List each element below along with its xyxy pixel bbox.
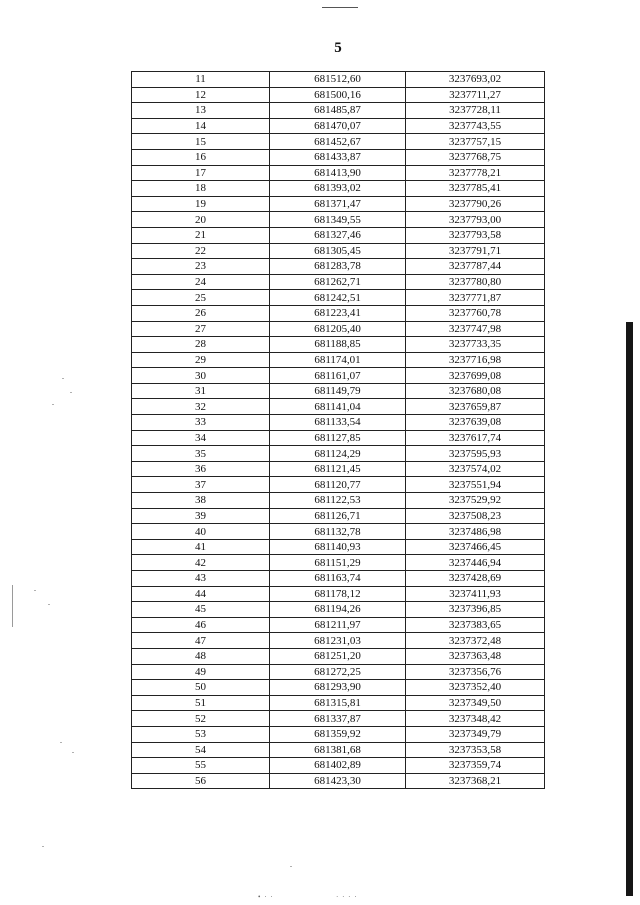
x-coordinate-cell: 681512,60 [270, 72, 406, 88]
x-coordinate-cell: 681161,07 [270, 368, 406, 384]
table-row [132, 337, 545, 353]
point-number-cell: 11 [132, 72, 270, 88]
point-number-cell: 42 [132, 555, 270, 571]
point-number-cell: 29 [132, 352, 270, 368]
x-coordinate-cell: 681194,26 [270, 602, 406, 618]
x-coordinate-cell: 681151,29 [270, 555, 406, 571]
y-coordinate-cell: 3237466,45 [406, 539, 545, 555]
x-coordinate-cell: 681402,89 [270, 758, 406, 774]
x-coordinate-cell: 681423,30 [270, 773, 406, 789]
y-coordinate-cell: 3237356,76 [406, 664, 545, 680]
x-coordinate-cell: 681163,74 [270, 571, 406, 587]
point-number-cell: 34 [132, 430, 270, 446]
x-coordinate-cell: 681470,07 [270, 118, 406, 134]
table-row [132, 461, 545, 477]
table-row [132, 695, 545, 711]
y-coordinate-cell: 3237486,98 [406, 524, 545, 540]
x-coordinate-cell: 681140,93 [270, 539, 406, 555]
table-row [132, 305, 545, 321]
point-number-cell: 25 [132, 290, 270, 306]
point-number-cell: 37 [132, 477, 270, 493]
point-number-cell: 12 [132, 87, 270, 103]
x-coordinate-cell: 681124,29 [270, 446, 406, 462]
point-number-cell: 48 [132, 648, 270, 664]
table-row [132, 539, 545, 555]
x-coordinate-cell: 681371,47 [270, 196, 406, 212]
y-coordinate-cell: 3237428,69 [406, 571, 545, 587]
table-row [132, 212, 545, 228]
point-number-cell: 21 [132, 227, 270, 243]
table-row [132, 586, 545, 602]
table-row [132, 368, 545, 384]
table-row [132, 196, 545, 212]
y-coordinate-cell: 3237778,21 [406, 165, 545, 181]
x-coordinate-cell: 681231,03 [270, 633, 406, 649]
x-coordinate-cell: 681305,45 [270, 243, 406, 259]
point-number-cell: 46 [132, 617, 270, 633]
x-coordinate-cell: 681251,20 [270, 648, 406, 664]
x-coordinate-cell: 681349,55 [270, 212, 406, 228]
point-number-cell: 30 [132, 368, 270, 384]
x-coordinate-cell: 681174,01 [270, 352, 406, 368]
table-row [132, 617, 545, 633]
table-row [132, 742, 545, 758]
table-row [132, 430, 545, 446]
scan-edge-shadow [626, 322, 633, 896]
x-coordinate-cell: 681413,90 [270, 165, 406, 181]
point-number-cell: 18 [132, 181, 270, 197]
table-row [132, 149, 545, 165]
table-row [132, 243, 545, 259]
y-coordinate-cell: 3237747,98 [406, 321, 545, 337]
table-row [132, 290, 545, 306]
table-row [132, 446, 545, 462]
y-coordinate-cell: 3237743,55 [406, 118, 545, 134]
y-coordinate-cell: 3237352,40 [406, 680, 545, 696]
table-row [132, 508, 545, 524]
y-coordinate-cell: 3237446,94 [406, 555, 545, 571]
x-coordinate-cell: 681315,81 [270, 695, 406, 711]
table-row [132, 259, 545, 275]
point-number-cell: 55 [132, 758, 270, 774]
y-coordinate-cell: 3237711,27 [406, 87, 545, 103]
x-coordinate-cell: 681126,71 [270, 508, 406, 524]
point-number-cell: 51 [132, 695, 270, 711]
point-number-cell: 41 [132, 539, 270, 555]
x-coordinate-cell: 681122,53 [270, 493, 406, 509]
point-number-cell: 13 [132, 103, 270, 119]
x-coordinate-cell: 681500,16 [270, 87, 406, 103]
y-coordinate-cell: 3237595,93 [406, 446, 545, 462]
y-coordinate-cell: 3237368,21 [406, 773, 545, 789]
table-row [132, 555, 545, 571]
x-coordinate-cell: 681327,46 [270, 227, 406, 243]
y-coordinate-cell: 3237617,74 [406, 430, 545, 446]
x-coordinate-cell: 681242,51 [270, 290, 406, 306]
y-coordinate-cell: 3237760,78 [406, 305, 545, 321]
y-coordinate-cell: 3237790,26 [406, 196, 545, 212]
table-row [132, 134, 545, 150]
table-row [132, 352, 545, 368]
table-row [132, 664, 545, 680]
point-number-cell: 26 [132, 305, 270, 321]
x-coordinate-cell: 681452,67 [270, 134, 406, 150]
x-coordinate-cell: 681223,41 [270, 305, 406, 321]
y-coordinate-cell: 3237680,08 [406, 383, 545, 399]
scan-edge-mark [12, 585, 13, 627]
y-coordinate-cell: 3237508,23 [406, 508, 545, 524]
x-coordinate-cell: 681188,85 [270, 337, 406, 353]
y-coordinate-cell: 3237359,74 [406, 758, 545, 774]
point-number-cell: 50 [132, 680, 270, 696]
x-coordinate-cell: 681262,71 [270, 274, 406, 290]
table-row [132, 321, 545, 337]
table-row [132, 165, 545, 181]
point-number-cell: 15 [132, 134, 270, 150]
x-coordinate-cell: 681132,78 [270, 524, 406, 540]
point-number-cell: 17 [132, 165, 270, 181]
point-number-cell: 44 [132, 586, 270, 602]
y-coordinate-cell: 3237787,44 [406, 259, 545, 275]
x-coordinate-cell: 681337,87 [270, 711, 406, 727]
page-number: 5 [334, 40, 342, 56]
y-coordinate-cell: 3237383,65 [406, 617, 545, 633]
coordinates-table [131, 71, 545, 789]
table-row [132, 118, 545, 134]
y-coordinate-cell: 3237793,58 [406, 227, 545, 243]
table-row [132, 493, 545, 509]
coordinates-table-body [132, 72, 545, 789]
table-row [132, 274, 545, 290]
y-coordinate-cell: 3237699,08 [406, 368, 545, 384]
x-coordinate-cell: 681393,02 [270, 181, 406, 197]
x-coordinate-cell: 681381,68 [270, 742, 406, 758]
x-coordinate-cell: 681433,87 [270, 149, 406, 165]
y-coordinate-cell: 3237791,71 [406, 243, 545, 259]
y-coordinate-cell: 3237659,87 [406, 399, 545, 415]
y-coordinate-cell: 3237728,11 [406, 103, 545, 119]
table-row [132, 103, 545, 119]
table-row [132, 415, 545, 431]
point-number-cell: 35 [132, 446, 270, 462]
point-number-cell: 23 [132, 259, 270, 275]
x-coordinate-cell: 681485,87 [270, 103, 406, 119]
footer-mark-right: · · · · [336, 893, 358, 901]
y-coordinate-cell: 3237574,02 [406, 461, 545, 477]
y-coordinate-cell: 3237768,75 [406, 149, 545, 165]
point-number-cell: 54 [132, 742, 270, 758]
y-coordinate-cell: 3237411,93 [406, 586, 545, 602]
y-coordinate-cell: 3237353,58 [406, 742, 545, 758]
top-rule [322, 7, 358, 8]
point-number-cell: 39 [132, 508, 270, 524]
point-number-cell: 49 [132, 664, 270, 680]
point-number-cell: 24 [132, 274, 270, 290]
y-coordinate-cell: 3237733,35 [406, 337, 545, 353]
table-row [132, 72, 545, 88]
point-number-cell: 52 [132, 711, 270, 727]
y-coordinate-cell: 3237349,79 [406, 726, 545, 742]
point-number-cell: 43 [132, 571, 270, 587]
point-number-cell: 28 [132, 337, 270, 353]
y-coordinate-cell: 3237639,08 [406, 415, 545, 431]
table-row [132, 87, 545, 103]
point-number-cell: 53 [132, 726, 270, 742]
table-row [132, 648, 545, 664]
y-coordinate-cell: 3237551,94 [406, 477, 545, 493]
table-row [132, 726, 545, 742]
x-coordinate-cell: 681133,54 [270, 415, 406, 431]
table-row [132, 477, 545, 493]
point-number-cell: 16 [132, 149, 270, 165]
y-coordinate-cell: 3237396,85 [406, 602, 545, 618]
table-row [132, 181, 545, 197]
point-number-cell: 38 [132, 493, 270, 509]
table-row [132, 602, 545, 618]
x-coordinate-cell: 681141,04 [270, 399, 406, 415]
table-row [132, 773, 545, 789]
point-number-cell: 36 [132, 461, 270, 477]
table-row [132, 383, 545, 399]
point-number-cell: 27 [132, 321, 270, 337]
table-row [132, 227, 545, 243]
table-row [132, 680, 545, 696]
point-number-cell: 40 [132, 524, 270, 540]
point-number-cell: 19 [132, 196, 270, 212]
point-number-cell: 56 [132, 773, 270, 789]
table-row [132, 524, 545, 540]
y-coordinate-cell: 3237348,42 [406, 711, 545, 727]
point-number-cell: 14 [132, 118, 270, 134]
footer-mark-left: • · · [258, 893, 274, 901]
y-coordinate-cell: 3237793,00 [406, 212, 545, 228]
x-coordinate-cell: 681272,25 [270, 664, 406, 680]
point-number-cell: 22 [132, 243, 270, 259]
x-coordinate-cell: 681293,90 [270, 680, 406, 696]
y-coordinate-cell: 3237771,87 [406, 290, 545, 306]
y-coordinate-cell: 3237785,41 [406, 181, 545, 197]
x-coordinate-cell: 681178,12 [270, 586, 406, 602]
y-coordinate-cell: 3237780,80 [406, 274, 545, 290]
x-coordinate-cell: 681205,40 [270, 321, 406, 337]
point-number-cell: 31 [132, 383, 270, 399]
y-coordinate-cell: 3237716,98 [406, 352, 545, 368]
table-row [132, 711, 545, 727]
table-row [132, 571, 545, 587]
point-number-cell: 33 [132, 415, 270, 431]
point-number-cell: 47 [132, 633, 270, 649]
y-coordinate-cell: 3237693,02 [406, 72, 545, 88]
y-coordinate-cell: 3237757,15 [406, 134, 545, 150]
y-coordinate-cell: 3237372,48 [406, 633, 545, 649]
x-coordinate-cell: 681359,92 [270, 726, 406, 742]
table-row [132, 758, 545, 774]
point-number-cell: 45 [132, 602, 270, 618]
y-coordinate-cell: 3237349,50 [406, 695, 545, 711]
x-coordinate-cell: 681127,85 [270, 430, 406, 446]
y-coordinate-cell: 3237363,48 [406, 648, 545, 664]
table-row [132, 633, 545, 649]
x-coordinate-cell: 681121,45 [270, 461, 406, 477]
x-coordinate-cell: 681120,77 [270, 477, 406, 493]
point-number-cell: 20 [132, 212, 270, 228]
x-coordinate-cell: 681149,79 [270, 383, 406, 399]
point-number-cell: 32 [132, 399, 270, 415]
x-coordinate-cell: 681283,78 [270, 259, 406, 275]
y-coordinate-cell: 3237529,92 [406, 493, 545, 509]
table-row [132, 399, 545, 415]
x-coordinate-cell: 681211,97 [270, 617, 406, 633]
